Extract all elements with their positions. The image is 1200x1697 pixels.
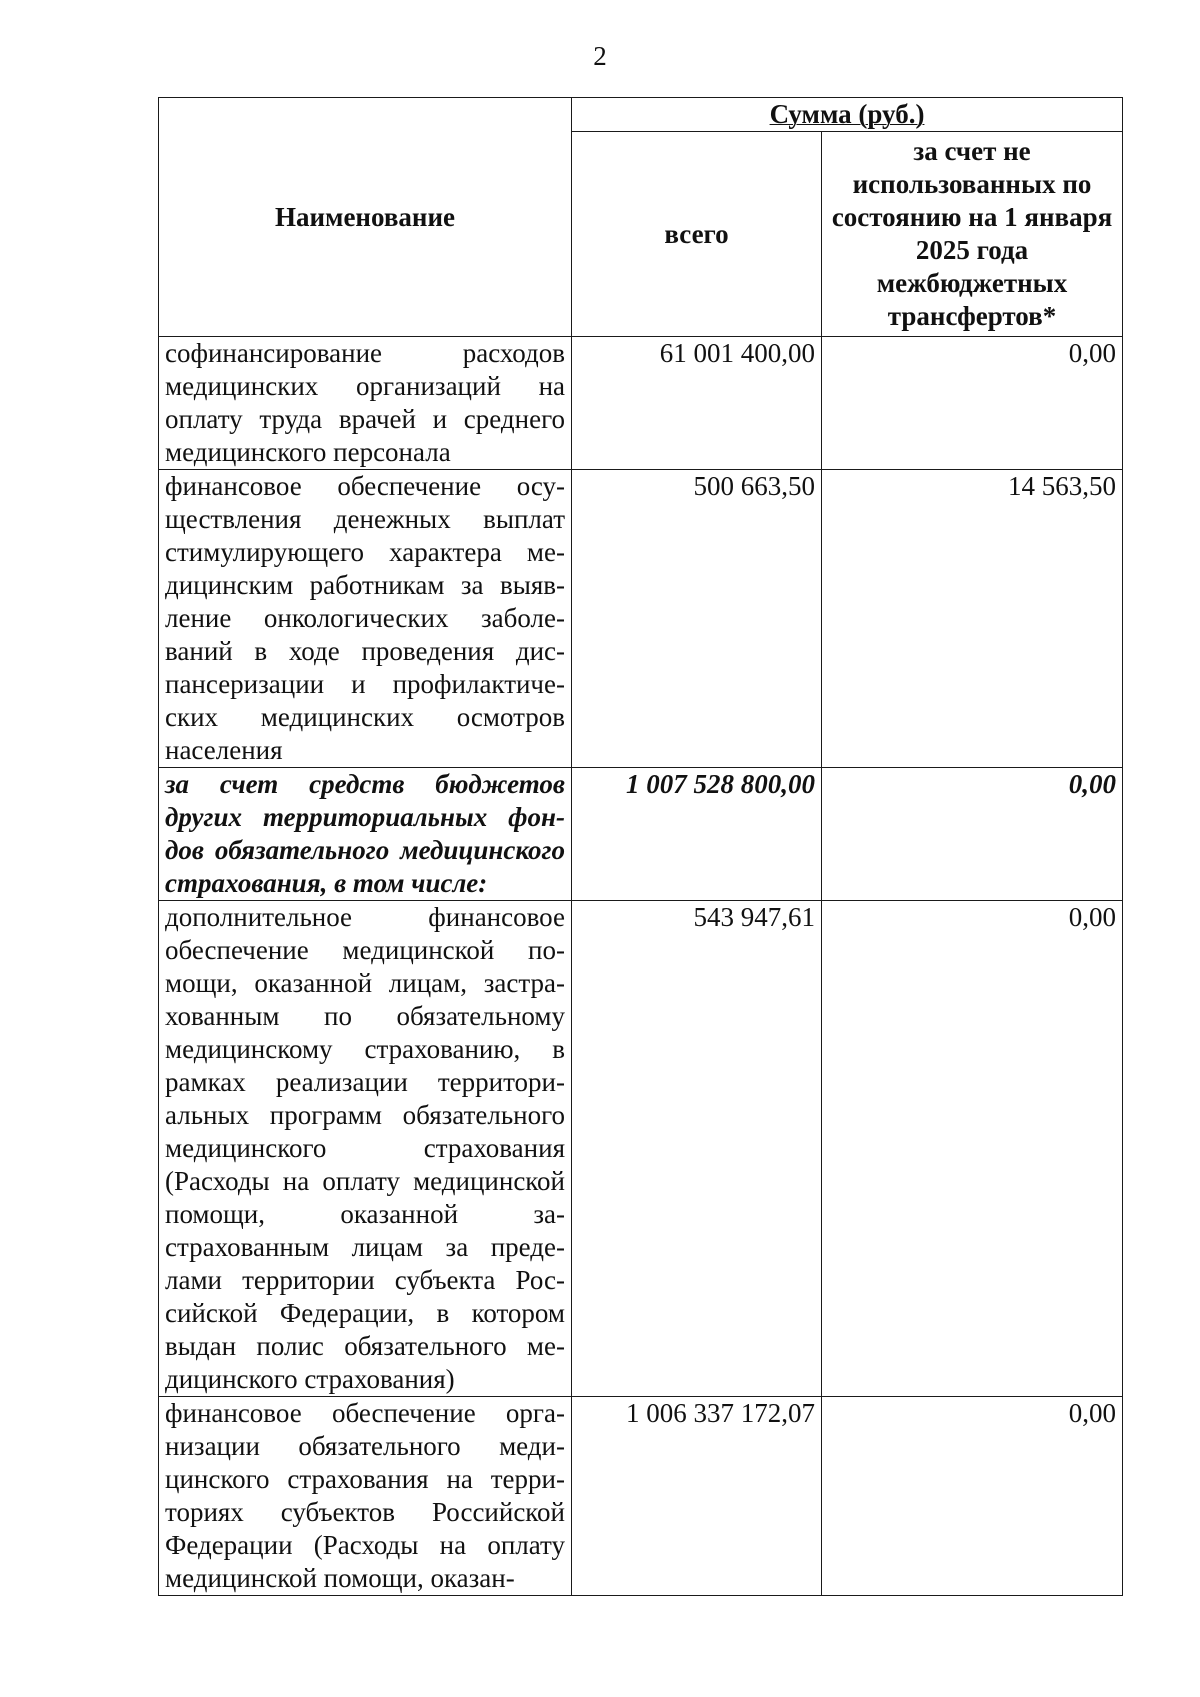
row-unused: 0,00	[822, 1397, 1123, 1596]
table-row	[159, 470, 1123, 768]
row-name: дополнительное финансовое обеспечение медицинской помощи, оказанной лицам, застрахованным по обязательному медицинскому страхованию, в рамках реализации территориальных программ обязательного медицинского страхования (Расходы на оплату медицинской помощи, оказанной застрахованным лицам за пределами территории субъекта Российской Федерации, в котором выдан полис обязательного медицинского страхования)	[159, 901, 572, 1397]
table-row-subtotal	[159, 768, 1123, 901]
row-name: финансовое обеспечение осуществления денежных выплат стимулирующего характера медицинским работникам за выявление онкологических заболеваний в ходе проведения диспансеризации и профилактических медицинских осмотров населения	[159, 470, 572, 768]
header-total: всего	[572, 132, 822, 337]
table-row	[159, 1397, 1123, 1596]
row-unused: 0,00	[822, 768, 1123, 901]
row-total: 61 001 400,00	[572, 337, 822, 470]
budget-table	[158, 97, 1123, 1596]
row-total: 1 006 337 172,07	[572, 1397, 822, 1596]
row-total: 1 007 528 800,00	[572, 768, 822, 901]
header-name: Наименование	[159, 98, 572, 337]
row-name: софинансирование расходов медицинских организаций на оплату труда врачей и среднего медицинского персонала	[159, 337, 572, 470]
row-total: 500 663,50	[572, 470, 822, 768]
header-sum-group	[572, 98, 1123, 132]
row-total: 543 947,61	[572, 901, 822, 1397]
row-unused: 0,00	[822, 337, 1123, 470]
page-number: 2	[593, 41, 607, 71]
table-body	[159, 337, 1123, 1596]
table-header	[159, 98, 1123, 337]
row-name: за счет средств бюджетов других территориальных фондов обязательного медицинского страхования, в том числе:	[159, 768, 572, 901]
row-name: финансовое обеспечение организации обязательного медицинского страхования на территориях субъектов Российской Федерации (Расходы на оплату медицинской помощи, оказан-	[159, 1397, 572, 1596]
table-row	[159, 337, 1123, 470]
table-row	[159, 901, 1123, 1397]
row-unused: 14 563,50	[822, 470, 1123, 768]
row-unused: 0,00	[822, 901, 1123, 1397]
header-sum-group-label: Сумма (руб.)	[769, 99, 925, 129]
header-unused-transfers: за счет не использованных по состоянию на 1 января 2025 года межбюджетных трансфертов*	[822, 132, 1123, 337]
